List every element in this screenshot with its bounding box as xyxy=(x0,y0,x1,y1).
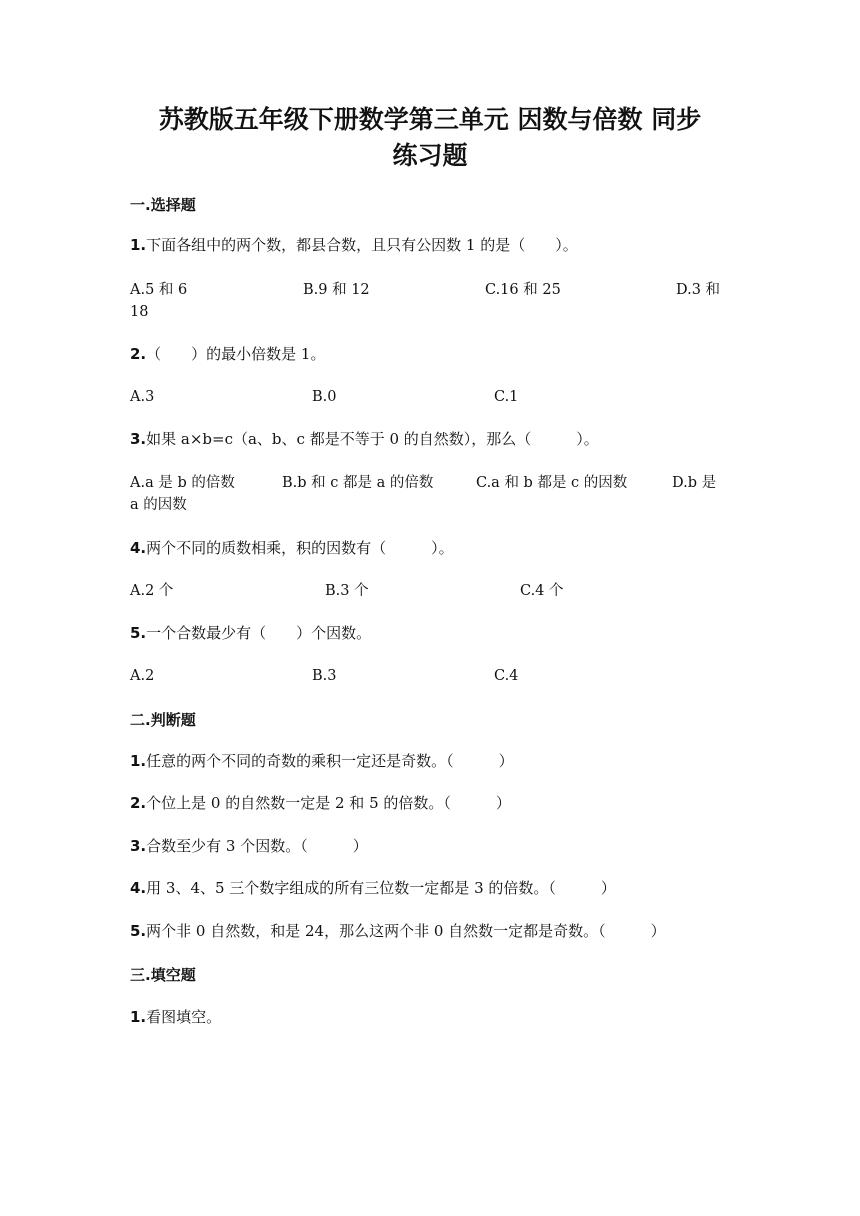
option-c: C.a 和 b 都是 c 的因数 xyxy=(476,475,628,491)
question-choice-1 xyxy=(130,234,730,256)
question-choice-2 xyxy=(130,343,730,365)
question-number: 3. xyxy=(130,837,147,855)
question-choice-3 xyxy=(130,428,730,450)
question-number: 1. xyxy=(130,752,147,770)
question-number: 5. xyxy=(130,624,147,642)
page-title xyxy=(100,102,760,174)
question-number: 3. xyxy=(130,430,147,448)
question-choice-4 xyxy=(130,537,730,559)
question-text: 两个不同的质数相乘，积的因数有（ ）。 xyxy=(146,539,454,557)
question-judge-4 xyxy=(130,877,730,899)
option-d-continued: 18 xyxy=(130,304,149,320)
option-a: A.2 个 xyxy=(130,583,174,599)
option-c: C.1 xyxy=(494,389,519,405)
question-number: 2. xyxy=(130,345,147,363)
question-text: 下面各组中的两个数，都县合数，且只有公因数 1 的是（ ）。 xyxy=(146,236,578,254)
question-judge-3 xyxy=(130,835,730,857)
title-line-1: 苏教版五年级下册数学第三单元 因数与倍数 同步 xyxy=(158,105,702,134)
section-heading-fill: 三.填空题 xyxy=(130,966,196,984)
option-b: B.9 和 12 xyxy=(303,282,370,298)
question-text: 两个非 0 自然数，和是 24，那么这两个非 0 自然数一定都是奇数。（ ） xyxy=(146,922,666,940)
option-a: A.a 是 b 的倍数 xyxy=(130,475,235,491)
question-text: 看图填空。 xyxy=(146,1008,222,1026)
option-b: B.b 和 c 都是 a 的倍数 xyxy=(282,475,434,491)
option-d-continued: a 的因数 xyxy=(130,497,187,513)
option-c: C.16 和 25 xyxy=(485,282,561,298)
question-number: 2. xyxy=(130,794,147,812)
question-judge-5 xyxy=(130,920,730,942)
option-c: C.4 xyxy=(494,668,519,684)
question-number: 1. xyxy=(130,1008,147,1026)
question-text: 用 3、4、5 三个数字组成的所有三位数一定都是 3 的倍数。（ ） xyxy=(146,879,616,897)
option-b: B.3 xyxy=(312,668,337,684)
question-number: 4. xyxy=(130,539,147,557)
question-text: 个位上是 0 的自然数一定是 2 和 5 的倍数。（ ） xyxy=(146,794,511,812)
option-d: D.b 是 xyxy=(672,475,717,491)
question-judge-2 xyxy=(130,792,730,814)
question-fill-1 xyxy=(130,1006,730,1028)
question-text: 如果 a×b=c（a、b、c 都是不等于 0 的自然数），那么（ ）。 xyxy=(146,430,599,448)
option-a: A.5 和 6 xyxy=(130,282,188,298)
option-a: A.3 xyxy=(130,389,155,405)
question-choice-5 xyxy=(130,622,730,644)
option-b: B.0 xyxy=(312,389,337,405)
option-a: A.2 xyxy=(130,668,155,684)
question-number: 5. xyxy=(130,922,147,940)
option-c: C.4 个 xyxy=(520,583,564,599)
question-judge-1 xyxy=(130,750,730,772)
question-text: 一个合数最少有（ ）个因数。 xyxy=(146,624,372,642)
section-heading-choice: 一.选择题 xyxy=(130,196,196,214)
question-number: 1. xyxy=(130,236,147,254)
title-line-2: 练习题 xyxy=(392,141,468,170)
question-text: 任意的两个不同的奇数的乘积一定还是奇数。（ ） xyxy=(146,752,514,770)
section-heading-judge: 二.判断题 xyxy=(130,711,196,729)
question-text: 合数至少有 3 个因数。（ ） xyxy=(146,837,368,855)
option-d: D.3 和 xyxy=(676,282,721,298)
question-text: （ ）的最小倍数是 1。 xyxy=(146,345,326,363)
option-b: B.3 个 xyxy=(325,583,369,599)
question-number: 4. xyxy=(130,879,147,897)
